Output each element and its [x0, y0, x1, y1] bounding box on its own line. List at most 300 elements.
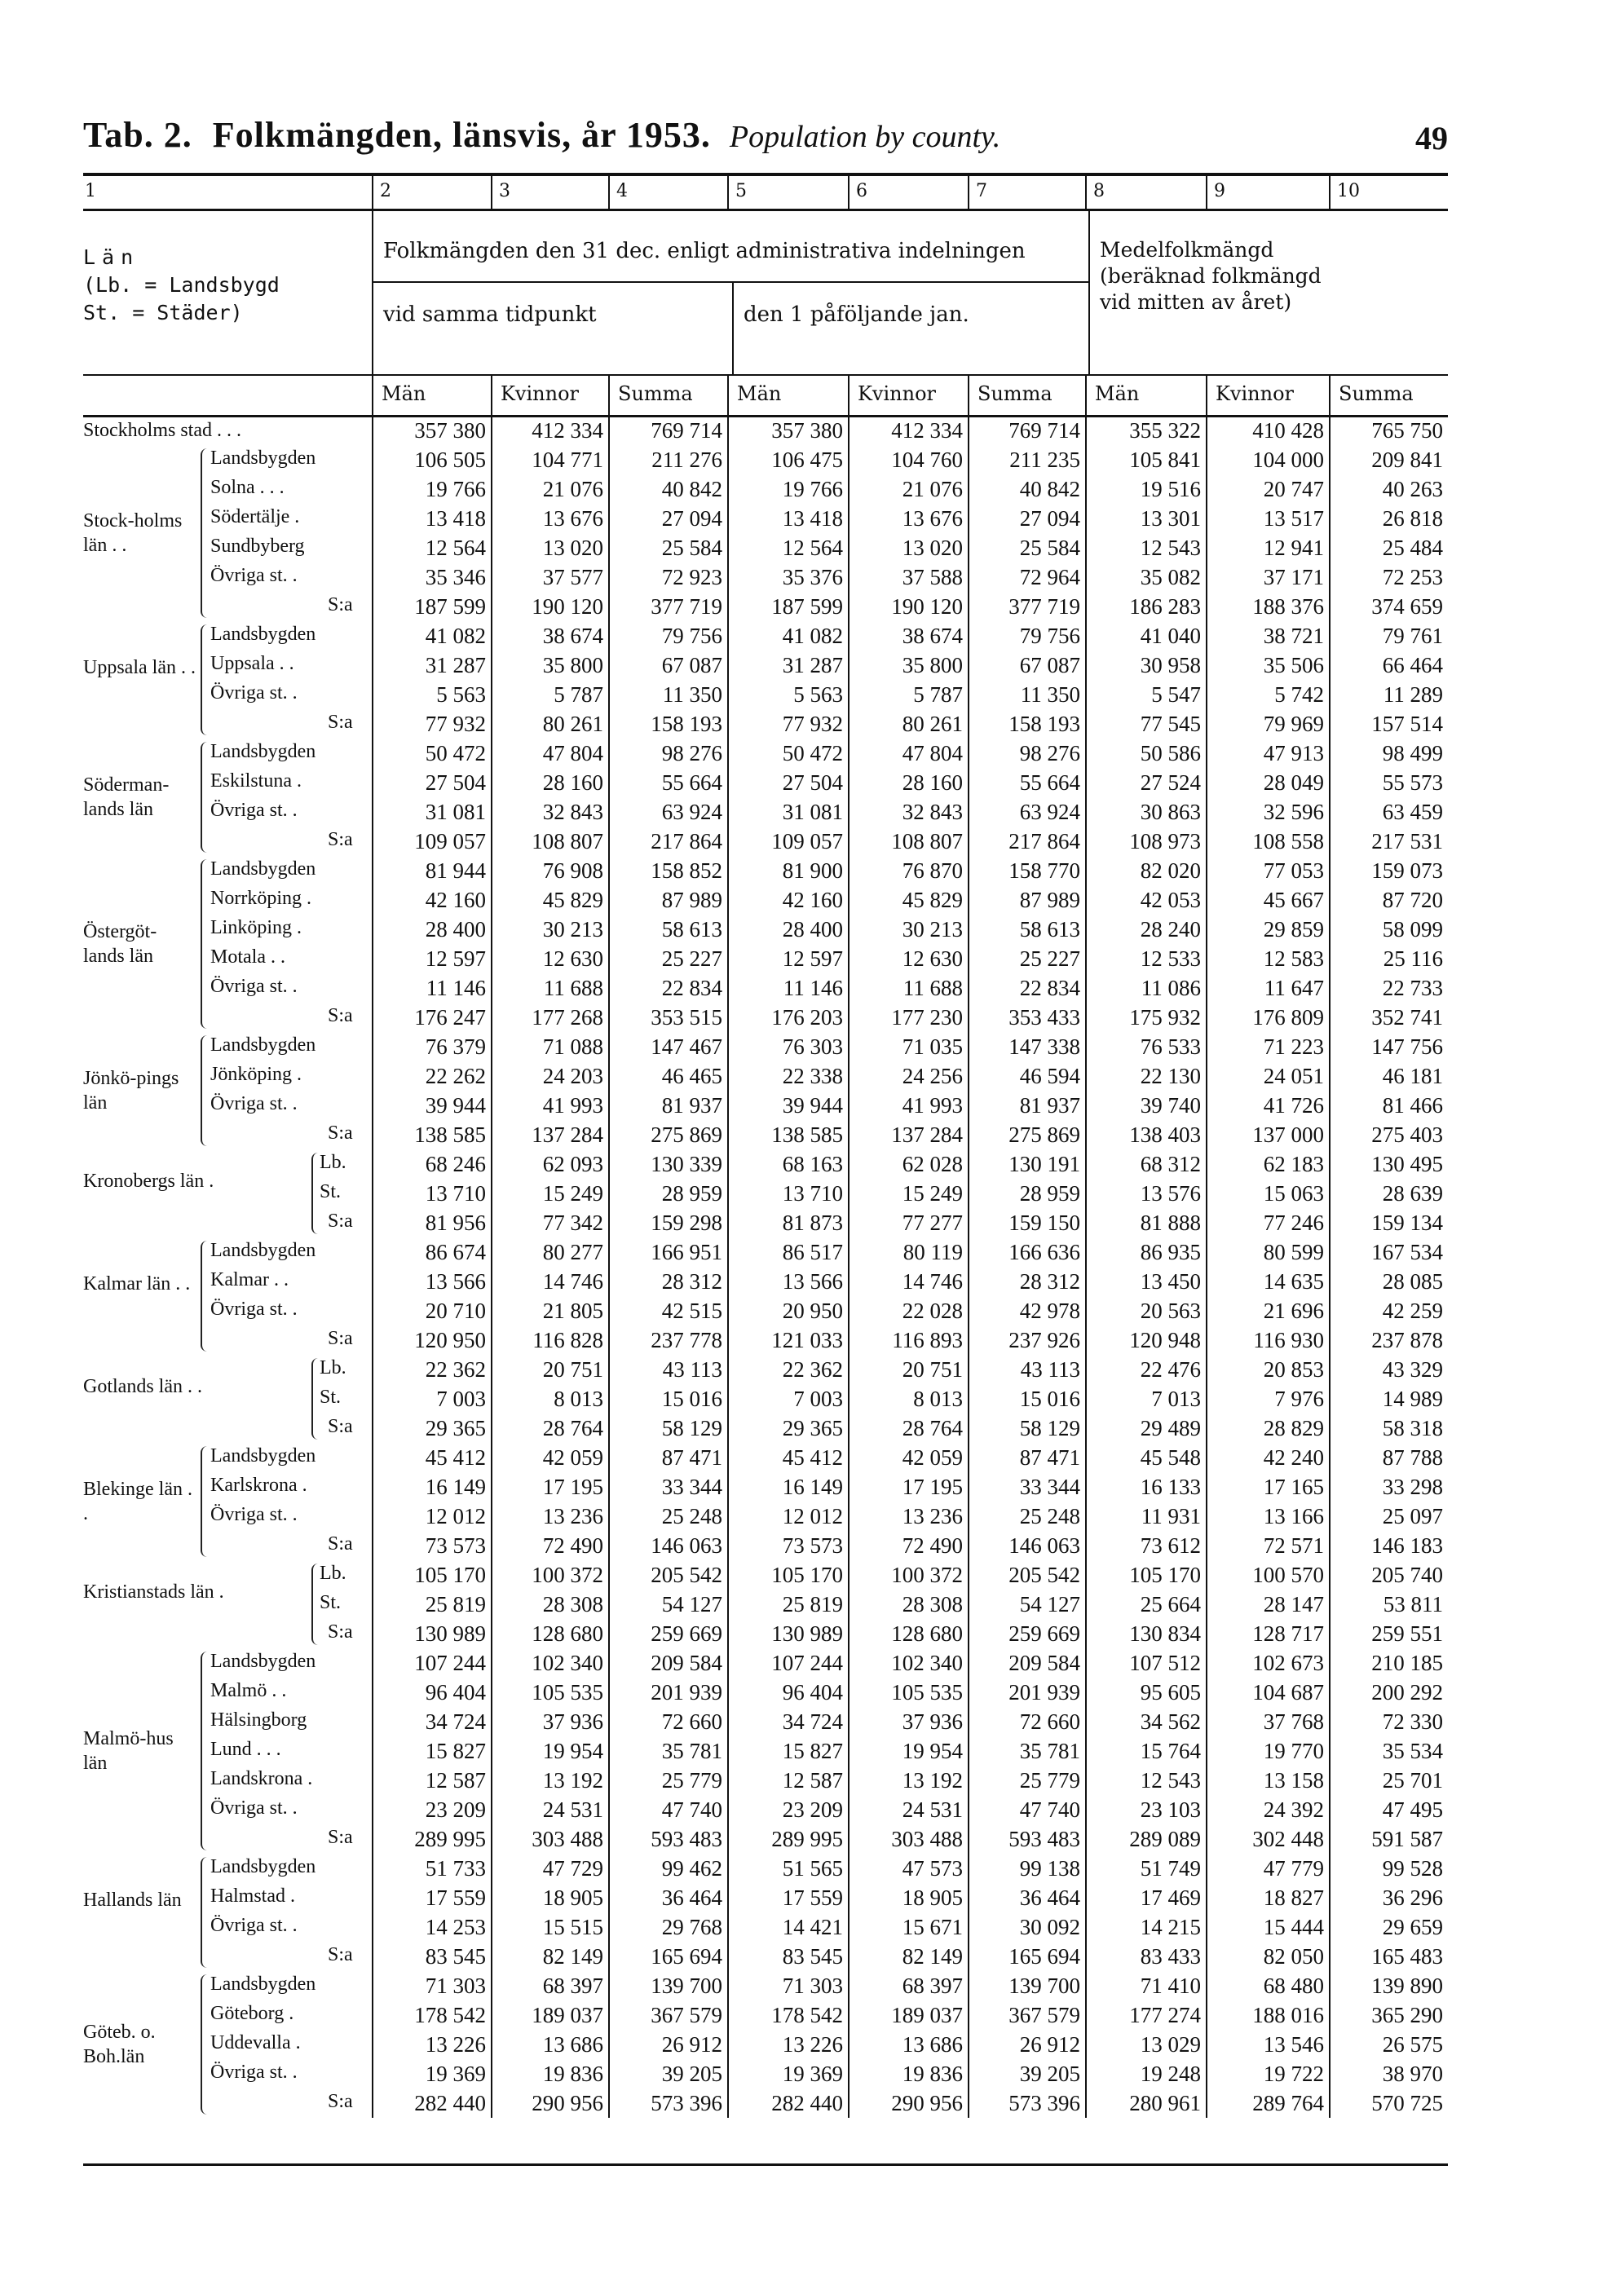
value-cell: 39 944 [372, 1091, 491, 1120]
value-cell: 102 340 [491, 1648, 608, 1678]
value-cell: 19 766 [372, 474, 491, 504]
value-cell: 29 365 [727, 1414, 848, 1443]
value-cell: 51 565 [727, 1854, 848, 1883]
value-cell: 11 647 [1206, 973, 1329, 1003]
value-cell: 209 841 [1329, 445, 1448, 474]
column-number: 7 [968, 176, 1085, 209]
value-cell: 63 924 [608, 797, 727, 827]
value-cell: 11 688 [491, 973, 608, 1003]
value-cell: 24 256 [848, 1061, 968, 1091]
value-cell: 98 276 [608, 739, 727, 768]
value-cell: 205 542 [968, 1560, 1085, 1590]
county-label: Kalmar län . . [83, 1273, 191, 1294]
value-cell: 54 127 [968, 1590, 1085, 1619]
sub-header: Kvinnor [491, 376, 608, 415]
table-end-rule [83, 2163, 1448, 2166]
value-cell: 27 094 [608, 504, 727, 533]
value-cell: 573 396 [968, 2088, 1085, 2118]
value-cell: 76 303 [727, 1032, 848, 1061]
value-cell: 96 404 [372, 1678, 491, 1707]
value-cell: 81 873 [727, 1208, 848, 1237]
value-cell: 11 350 [968, 680, 1085, 709]
row-sublabel: Landsbygden [210, 1445, 316, 1466]
value-cell: 188 016 [1206, 2000, 1329, 2030]
table-row [83, 1824, 1448, 1854]
value-cell: 237 878 [1329, 1325, 1448, 1355]
value-cell: 105 535 [848, 1678, 968, 1707]
row-sublabel: Motala . . [210, 946, 285, 968]
value-cell: 41 993 [848, 1091, 968, 1120]
row-sublabel: S:a [328, 1944, 353, 1965]
sub-header: Män [372, 376, 491, 415]
table-row [83, 1120, 1448, 1149]
value-cell: 68 312 [1085, 1149, 1206, 1179]
value-cell: 289 089 [1085, 1824, 1206, 1854]
value-cell: 100 372 [491, 1560, 608, 1590]
value-cell: 19 954 [491, 1736, 608, 1766]
county-label: Uppsala län . . [83, 657, 196, 678]
row-sublabel: Malmö . . [210, 1680, 287, 1701]
row-sublabel: Lb. [320, 1152, 346, 1173]
value-cell: 146 063 [608, 1531, 727, 1560]
value-cell: 15 444 [1206, 1912, 1329, 1942]
value-cell: 46 465 [608, 1061, 727, 1091]
value-cell: 147 756 [1329, 1032, 1448, 1061]
value-cell: 35 346 [372, 562, 491, 592]
value-cell: 81 900 [727, 856, 848, 885]
value-cell: 14 635 [1206, 1267, 1329, 1296]
column-number: 6 [848, 176, 968, 209]
value-cell: 42 240 [1206, 1443, 1329, 1472]
value-cell: 46 181 [1329, 1061, 1448, 1091]
value-cell: 13 676 [848, 504, 968, 533]
row-sublabel: St. [320, 1181, 342, 1202]
value-cell: 20 950 [727, 1296, 848, 1325]
value-cell: 54 127 [608, 1590, 727, 1619]
value-cell: 5 547 [1085, 680, 1206, 709]
value-cell: 99 462 [608, 1854, 727, 1883]
group-brace [201, 742, 207, 853]
value-cell: 77 053 [1206, 856, 1329, 885]
value-cell: 81 466 [1329, 1091, 1448, 1120]
value-cell: 188 376 [1206, 592, 1329, 621]
row-sublabel: Göteborg . [210, 2003, 294, 2024]
row-sublabel: Övriga st. . [210, 1915, 298, 1936]
value-cell: 42 059 [491, 1443, 608, 1472]
value-cell: 28 829 [1206, 1414, 1329, 1443]
value-cell: 121 033 [727, 1325, 848, 1355]
value-cell: 27 524 [1085, 768, 1206, 797]
row-sublabel: Norrköping . [210, 888, 311, 909]
value-cell: 41 726 [1206, 1091, 1329, 1120]
row-sublabel: Jönköping . [210, 1064, 302, 1085]
value-cell: 13 686 [848, 2030, 968, 2059]
value-cell: 15 016 [968, 1384, 1085, 1414]
value-cell: 19 770 [1206, 1736, 1329, 1766]
row-sublabel: Uddevalla . [210, 2032, 301, 2053]
value-cell: 13 029 [1085, 2030, 1206, 2059]
value-cell: 34 724 [727, 1707, 848, 1736]
value-cell: 38 674 [491, 621, 608, 651]
value-cell: 12 587 [372, 1766, 491, 1795]
value-cell: 374 659 [1329, 592, 1448, 621]
value-cell: 211 276 [608, 445, 727, 474]
table-row [83, 474, 1448, 504]
value-cell: 98 499 [1329, 739, 1448, 768]
value-cell: 63 459 [1329, 797, 1448, 827]
value-cell: 41 040 [1085, 621, 1206, 651]
value-cell: 29 365 [372, 1414, 491, 1443]
st-note: St. = Städer) [83, 301, 243, 324]
value-cell: 13 418 [727, 504, 848, 533]
value-cell: 46 594 [968, 1061, 1085, 1091]
value-cell: 26 912 [968, 2030, 1085, 2059]
value-cell: 158 852 [608, 856, 727, 885]
row-sublabel: S:a [328, 1533, 353, 1555]
value-cell: 12 597 [727, 944, 848, 973]
value-cell: 68 246 [372, 1149, 491, 1179]
value-cell: 209 584 [608, 1648, 727, 1678]
value-cell: 87 989 [608, 885, 727, 915]
value-cell: 11 146 [372, 973, 491, 1003]
value-cell: 72 571 [1206, 1531, 1329, 1560]
value-cell: 365 290 [1329, 2000, 1448, 2030]
value-cell: 120 950 [372, 1325, 491, 1355]
value-cell: 146 063 [968, 1531, 1085, 1560]
value-cell: 15 671 [848, 1912, 968, 1942]
same-time-heading: vid samma tidpunkt [383, 302, 597, 327]
value-cell: 45 412 [372, 1443, 491, 1472]
value-cell: 72 490 [848, 1531, 968, 1560]
table-row [83, 1678, 1448, 1707]
value-cell: 139 700 [608, 1971, 727, 2000]
value-cell: 5 787 [491, 680, 608, 709]
value-cell: 38 970 [1329, 2059, 1448, 2088]
row-sublabel: Övriga st. . [210, 1797, 298, 1819]
value-cell: 25 779 [608, 1766, 727, 1795]
row-sublabel: St. [320, 1387, 342, 1408]
column-number: 8 [1085, 176, 1206, 209]
county-label: Göteb. o. Boh.län [83, 2022, 156, 2067]
row-sublabel: Landsbygden [210, 1651, 316, 1672]
value-cell: 14 746 [491, 1267, 608, 1296]
row-sublabel: Övriga st. . [210, 2062, 298, 2083]
value-cell: 47 779 [1206, 1854, 1329, 1883]
value-cell: 58 613 [608, 915, 727, 944]
value-cell: 130 989 [372, 1619, 491, 1648]
value-cell: 87 471 [608, 1443, 727, 1472]
value-cell: 82 020 [1085, 856, 1206, 885]
value-cell: 275 869 [968, 1120, 1085, 1149]
value-cell: 33 344 [968, 1472, 1085, 1502]
value-cell: 28 312 [608, 1267, 727, 1296]
value-cell: 28 959 [608, 1179, 727, 1208]
value-cell: 7 976 [1206, 1384, 1329, 1414]
value-cell: 107 512 [1085, 1648, 1206, 1678]
value-cell: 33 298 [1329, 1472, 1448, 1502]
value-cell: 37 768 [1206, 1707, 1329, 1736]
value-cell: 25 701 [1329, 1766, 1448, 1795]
value-cell: 19 248 [1085, 2059, 1206, 2088]
table-header [83, 173, 1448, 417]
value-cell: 72 660 [968, 1707, 1085, 1736]
value-cell: 217 864 [968, 827, 1085, 856]
value-cell: 35 506 [1206, 651, 1329, 680]
value-cell: 67 087 [968, 651, 1085, 680]
column-number: 4 [608, 176, 727, 209]
value-cell: 28 240 [1085, 915, 1206, 944]
value-cell: 87 471 [968, 1443, 1085, 1472]
value-cell: 19 954 [848, 1736, 968, 1766]
value-cell: 15 827 [372, 1736, 491, 1766]
value-cell: 412 334 [491, 416, 608, 445]
value-cell: 158 770 [968, 856, 1085, 885]
value-cell: 13 236 [491, 1502, 608, 1531]
table-row [83, 2088, 1448, 2118]
value-cell: 107 244 [727, 1648, 848, 1678]
value-cell: 58 099 [1329, 915, 1448, 944]
county-label: Stock-holms län . . [83, 510, 183, 556]
value-cell: 120 948 [1085, 1325, 1206, 1355]
value-cell: 17 195 [848, 1472, 968, 1502]
value-cell: 24 392 [1206, 1795, 1329, 1824]
value-cell: 23 103 [1085, 1795, 1206, 1824]
value-cell: 36 464 [608, 1883, 727, 1912]
value-cell: 29 768 [608, 1912, 727, 1942]
value-cell: 217 531 [1329, 827, 1448, 856]
value-cell: 18 905 [491, 1883, 608, 1912]
value-cell: 116 930 [1206, 1325, 1329, 1355]
value-cell: 25 664 [1085, 1590, 1206, 1619]
value-cell: 51 733 [372, 1854, 491, 1883]
admin-header [372, 211, 1088, 374]
county-label: Jönkö-pings län [83, 1068, 179, 1114]
row-sublabel: Lund . . . [210, 1739, 281, 1760]
value-cell: 76 533 [1085, 1032, 1206, 1061]
value-cell: 367 579 [608, 2000, 727, 2030]
row-sublabel: Södertälje . [210, 506, 300, 527]
value-cell: 105 841 [1085, 445, 1206, 474]
table-row [83, 1208, 1448, 1237]
value-cell: 22 338 [727, 1061, 848, 1091]
group-brace [311, 1563, 318, 1645]
value-cell: 83 545 [372, 1942, 491, 1971]
value-cell: 100 372 [848, 1560, 968, 1590]
value-cell: 32 843 [491, 797, 608, 827]
value-cell: 51 749 [1085, 1854, 1206, 1883]
value-cell: 43 113 [608, 1355, 727, 1384]
value-cell: 22 834 [608, 973, 727, 1003]
value-cell: 290 956 [491, 2088, 608, 2118]
value-cell: 31 287 [372, 651, 491, 680]
value-cell: 26 912 [608, 2030, 727, 2059]
medel-line: vid mitten av året) [1100, 290, 1292, 314]
value-cell: 73 612 [1085, 1531, 1206, 1560]
value-cell: 13 192 [491, 1766, 608, 1795]
value-cell: 14 253 [372, 1912, 491, 1942]
value-cell: 28 308 [491, 1590, 608, 1619]
value-cell: 73 573 [372, 1531, 491, 1560]
value-cell: 13 566 [372, 1267, 491, 1296]
value-cell: 29 489 [1085, 1414, 1206, 1443]
value-cell: 24 531 [491, 1795, 608, 1824]
value-cell: 20 563 [1085, 1296, 1206, 1325]
value-cell: 25 097 [1329, 1502, 1448, 1531]
table-row [83, 1619, 1448, 1648]
county-label: Östergöt-lands län [83, 921, 157, 967]
value-cell: 43 329 [1329, 1355, 1448, 1384]
value-cell: 82 149 [491, 1942, 608, 1971]
value-cell: 14 421 [727, 1912, 848, 1942]
value-cell: 36 296 [1329, 1883, 1448, 1912]
value-cell: 24 203 [491, 1061, 608, 1091]
row-sublabel: Landsbygden [210, 448, 316, 469]
value-cell: 41 993 [491, 1091, 608, 1120]
value-cell: 137 284 [491, 1120, 608, 1149]
table-number: Tab. 2. [83, 115, 192, 155]
value-cell: 42 259 [1329, 1296, 1448, 1325]
value-cell: 303 488 [491, 1824, 608, 1854]
value-cell: 138 403 [1085, 1120, 1206, 1149]
value-cell: 42 059 [848, 1443, 968, 1472]
row-sublabel: St. [320, 1592, 342, 1613]
header-body [83, 211, 1448, 376]
value-cell: 28 764 [491, 1414, 608, 1443]
value-cell: 86 935 [1085, 1237, 1206, 1267]
value-cell: 81 937 [968, 1091, 1085, 1120]
value-cell: 39 944 [727, 1091, 848, 1120]
value-cell: 178 542 [372, 2000, 491, 2030]
value-cell: 42 160 [727, 885, 848, 915]
value-cell: 130 191 [968, 1149, 1085, 1179]
table-row [83, 1325, 1448, 1355]
value-cell: 13 576 [1085, 1179, 1206, 1208]
value-cell: 28 764 [848, 1414, 968, 1443]
value-cell: 45 829 [848, 885, 968, 915]
value-cell: 47 573 [848, 1854, 968, 1883]
value-cell: 573 396 [608, 2088, 727, 2118]
value-cell: 62 028 [848, 1149, 968, 1179]
medel-line: (beräknad folkmängd [1100, 264, 1322, 288]
value-cell: 102 673 [1206, 1648, 1329, 1678]
value-cell: 35 781 [608, 1736, 727, 1766]
value-cell: 30 092 [968, 1912, 1085, 1942]
value-cell: 139 890 [1329, 1971, 1448, 2000]
value-cell: 30 213 [848, 915, 968, 944]
value-cell: 105 535 [491, 1678, 608, 1707]
value-cell: 40 842 [608, 474, 727, 504]
value-cell: 55 664 [968, 768, 1085, 797]
value-cell: 99 138 [968, 1854, 1085, 1883]
value-cell: 30 958 [1085, 651, 1206, 680]
value-cell: 25 779 [968, 1766, 1085, 1795]
column-number: 3 [491, 176, 608, 209]
value-cell: 35 781 [968, 1736, 1085, 1766]
value-cell: 18 827 [1206, 1883, 1329, 1912]
value-cell: 769 714 [968, 416, 1085, 445]
group-brace [201, 1857, 207, 1968]
value-cell: 12 564 [727, 533, 848, 562]
value-cell: 12 543 [1085, 1766, 1206, 1795]
value-cell: 81 888 [1085, 1208, 1206, 1237]
value-cell: 26 575 [1329, 2030, 1448, 2059]
value-cell: 280 961 [1085, 2088, 1206, 2118]
value-cell: 47 729 [491, 1854, 608, 1883]
value-cell: 29 859 [1206, 915, 1329, 944]
value-cell: 137 284 [848, 1120, 968, 1149]
value-cell: 23 209 [372, 1795, 491, 1824]
value-cell: 13 450 [1085, 1267, 1206, 1296]
row-sublabel: S:a [328, 1416, 353, 1437]
value-cell: 13 566 [727, 1267, 848, 1296]
value-cell: 98 276 [968, 739, 1085, 768]
value-cell: 11 931 [1085, 1502, 1206, 1531]
row-sublabel: S:a [328, 1621, 353, 1643]
value-cell: 11 289 [1329, 680, 1448, 709]
value-cell: 130 495 [1329, 1149, 1448, 1179]
value-cell: 77 277 [848, 1208, 968, 1237]
value-cell: 80 261 [848, 709, 968, 739]
value-cell: 237 926 [968, 1325, 1085, 1355]
value-cell: 77 932 [727, 709, 848, 739]
value-cell: 11 086 [1085, 973, 1206, 1003]
value-cell: 14 215 [1085, 1912, 1206, 1942]
value-cell: 37 588 [848, 562, 968, 592]
row-sublabel: S:a [328, 712, 353, 733]
value-cell: 72 253 [1329, 562, 1448, 592]
row-sublabel: Hälsingborg [210, 1709, 307, 1731]
value-cell: 8 013 [848, 1384, 968, 1414]
county-label: Kristianstads län . [83, 1581, 224, 1603]
value-cell: 45 667 [1206, 885, 1329, 915]
value-cell: 50 586 [1085, 739, 1206, 768]
value-cell: 5 563 [727, 680, 848, 709]
value-cell: 31 287 [727, 651, 848, 680]
value-cell: 31 081 [727, 797, 848, 827]
value-cell: 104 760 [848, 445, 968, 474]
value-cell: 12 587 [727, 1766, 848, 1795]
row-sublabel: Solna . . . [210, 477, 285, 498]
value-cell: 25 584 [608, 533, 727, 562]
value-cell: 76 870 [848, 856, 968, 885]
value-cell: 71 410 [1085, 1971, 1206, 2000]
value-cell: 38 674 [848, 621, 968, 651]
value-cell: 769 714 [608, 416, 727, 445]
value-cell: 14 989 [1329, 1384, 1448, 1414]
value-cell: 22 362 [372, 1355, 491, 1384]
value-cell: 108 558 [1206, 827, 1329, 856]
value-cell: 176 247 [372, 1003, 491, 1032]
value-cell: 593 483 [968, 1824, 1085, 1854]
row-sublabel: Övriga st. . [210, 565, 298, 586]
sub-header: Summa [968, 376, 1085, 415]
value-cell: 28 959 [968, 1179, 1085, 1208]
column-number: 10 [1329, 176, 1448, 209]
row-sublabel: Lb. [320, 1357, 346, 1378]
value-cell: 86 674 [372, 1237, 491, 1267]
value-cell: 20 751 [848, 1355, 968, 1384]
value-cell: 37 936 [491, 1707, 608, 1736]
value-cell: 19 836 [491, 2059, 608, 2088]
group-brace [201, 1446, 207, 1557]
group-brace [201, 624, 207, 735]
value-cell: 175 932 [1085, 1003, 1206, 1032]
value-cell: 41 082 [727, 621, 848, 651]
value-cell: 13 192 [848, 1766, 968, 1795]
value-cell: 58 129 [968, 1414, 1085, 1443]
sub-header: Män [1085, 376, 1206, 415]
row-sublabel: Karlskrona . [210, 1475, 307, 1496]
